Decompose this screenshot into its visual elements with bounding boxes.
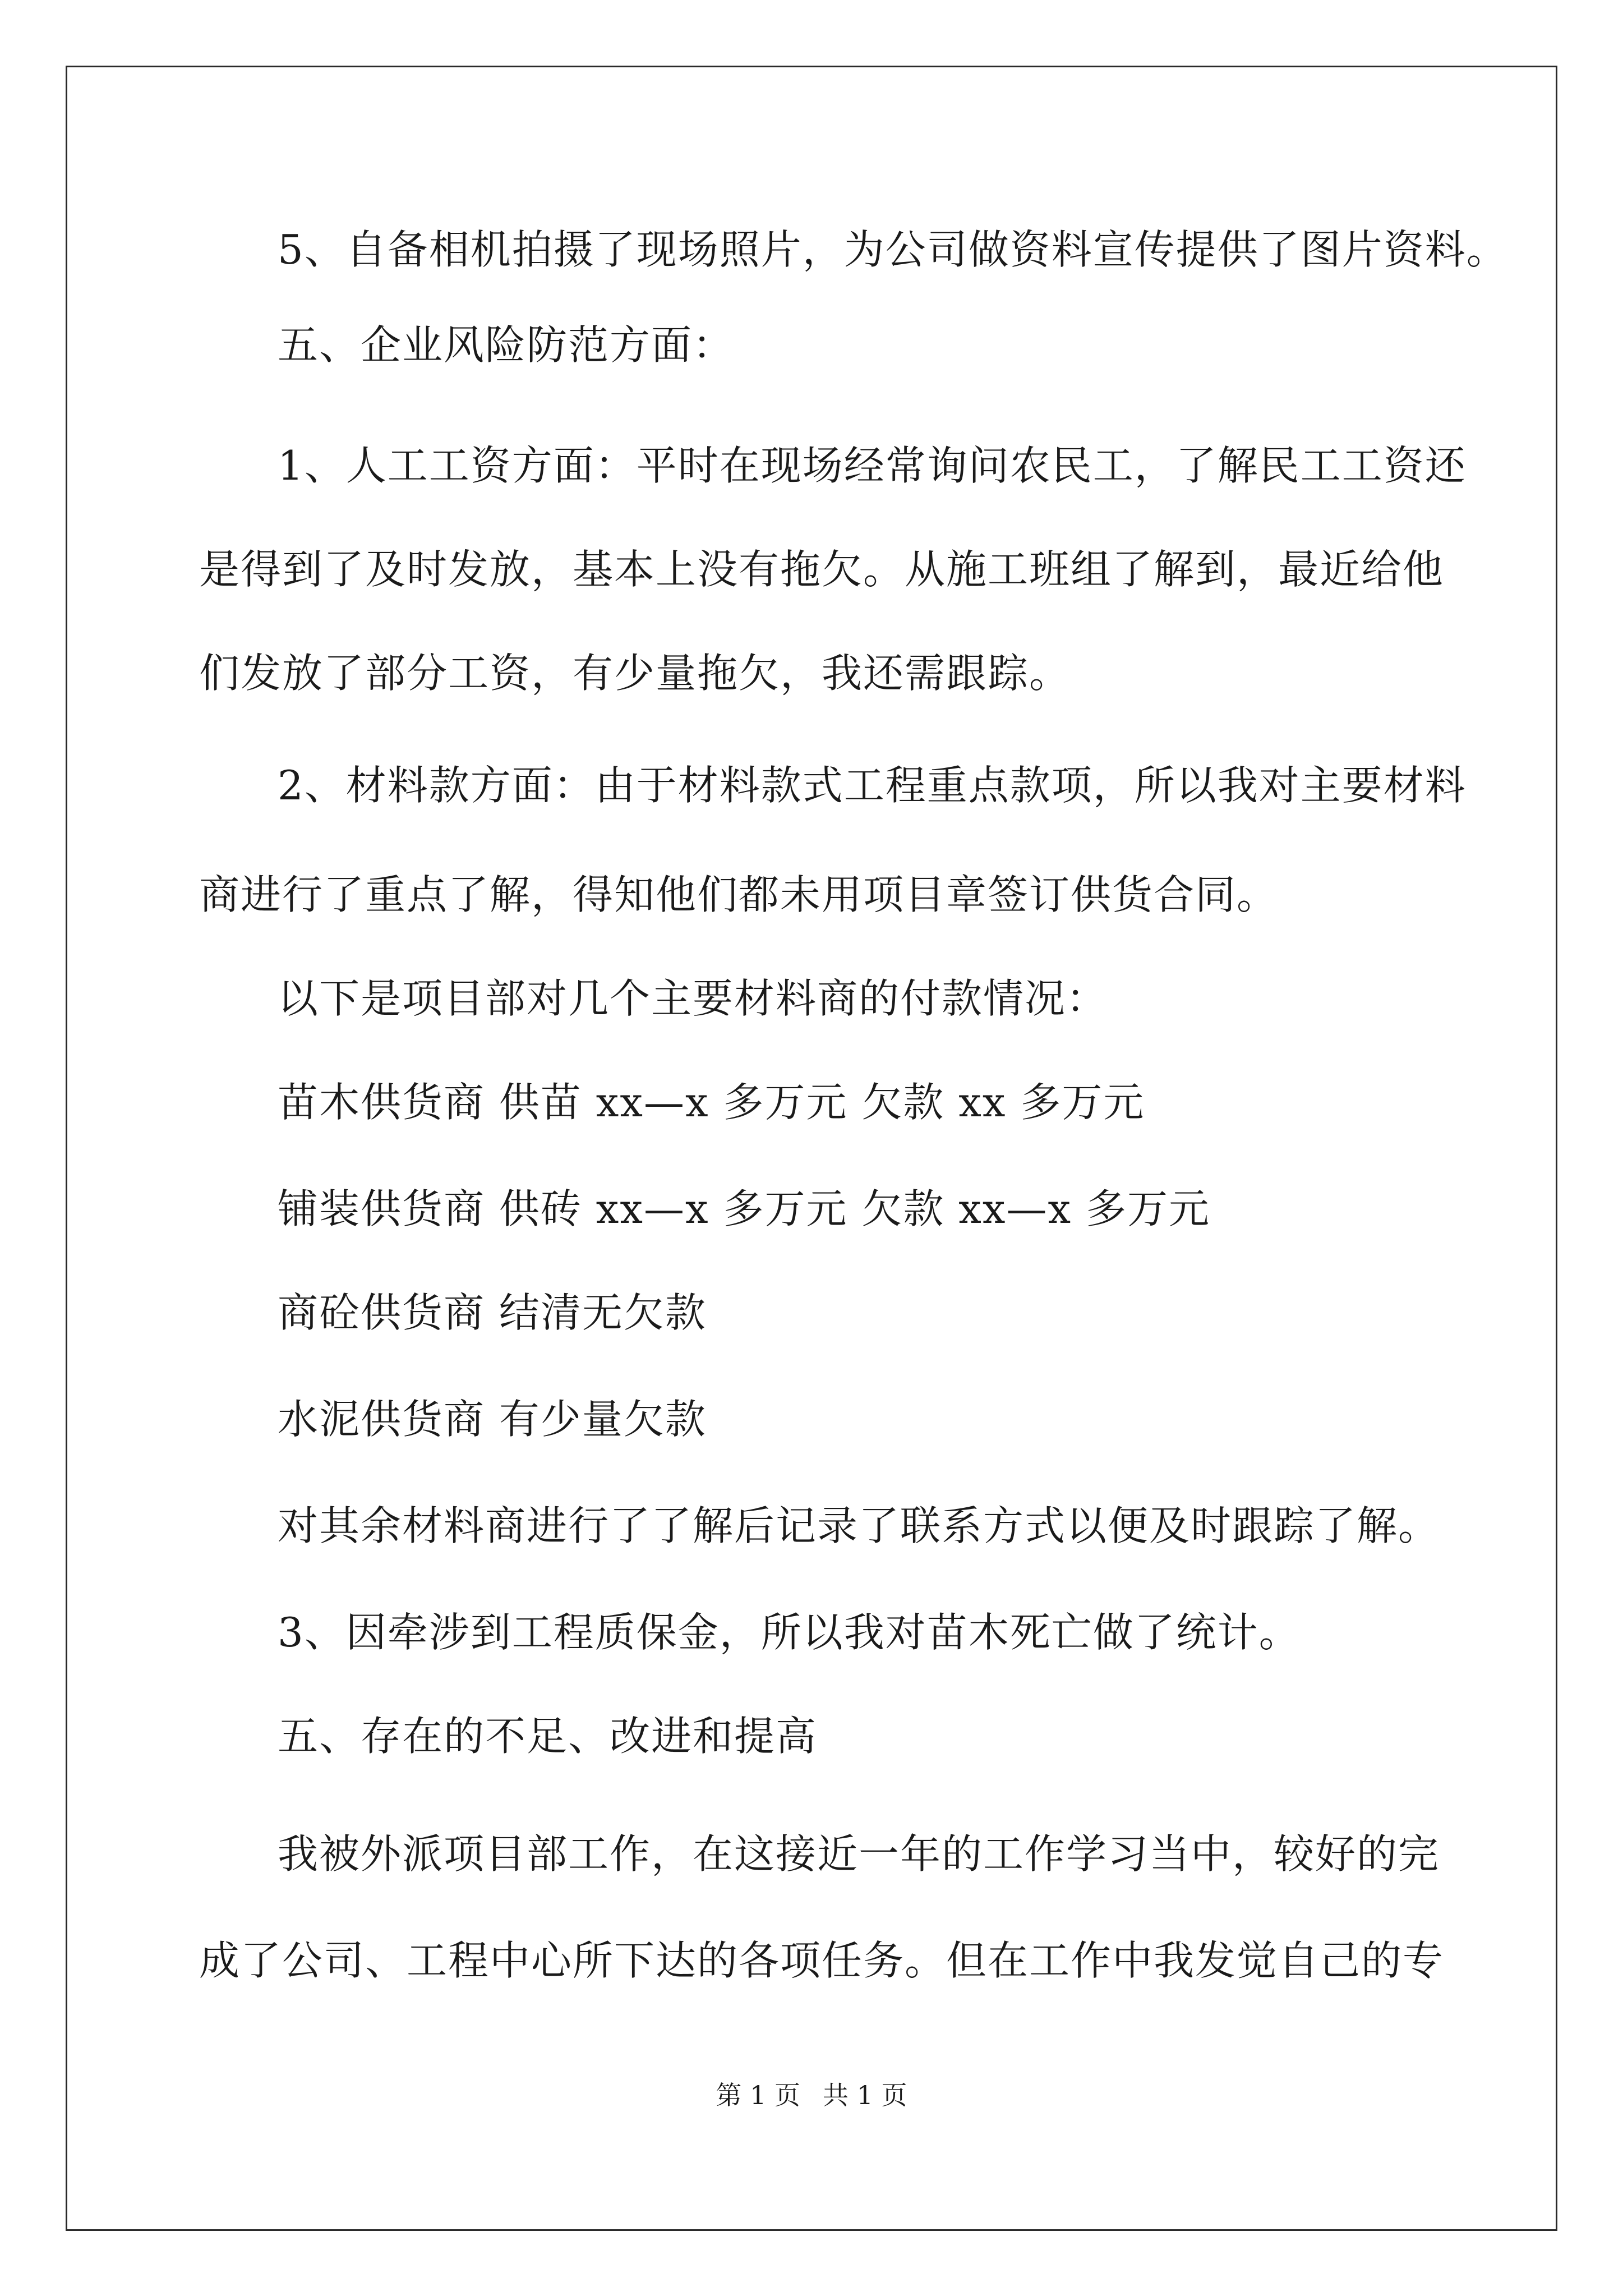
supplier-line-seedlings: 苗木供货商 供苗 xx—x 多万元 欠款 xx 多万元 bbox=[278, 1079, 1145, 1126]
supplier-line-cement: 水泥供货商 有少量欠款 bbox=[278, 1396, 707, 1443]
supplier-line-concrete: 商砼供货商 结清无欠款 bbox=[278, 1289, 707, 1336]
paragraph-line-1: 5、自备相机拍摄了现场照片，为公司做资料宣传提供了图片资料。 bbox=[278, 226, 1508, 273]
page-footer bbox=[0, 2078, 1623, 2112]
paragraph-line-3: 1、人工工资方面：平时在现场经常询问农民工，了解民工工资还 bbox=[278, 442, 1467, 489]
paragraph-line-4: 是得到了及时发放，基本上没有拖欠。从施工班组了解到，最近给他 bbox=[199, 546, 1445, 593]
paragraph-line-6: 2、材料款方面：由于材料款式工程重点款项，所以我对主要材料 bbox=[278, 762, 1467, 809]
paragraph-line-13: 对其余材料商进行了了解后记录了联系方式以便及时跟踪了解。 bbox=[278, 1502, 1440, 1549]
paragraph-line-5: 们发放了部分工资，有少量拖欠，我还需跟踪。 bbox=[199, 650, 1071, 697]
page-total: 共 1 页 bbox=[823, 2080, 907, 2110]
paragraph-line-8: 以下是项目部对几个主要材料商的付款情况： bbox=[278, 975, 1108, 1022]
paragraph-line-16: 我被外派项目部工作，在这接近一年的工作学习当中，较好的完 bbox=[278, 1830, 1440, 1878]
paragraph-line-7: 商进行了重点了解，得知他们都未用项目章签订供货合同。 bbox=[199, 871, 1279, 918]
section-heading-improvement: 五、存在的不足、改进和提高 bbox=[278, 1713, 818, 1760]
supplier-line-paving: 铺装供货商 供砖 xx—x 多万元 欠款 xx—x 多万元 bbox=[278, 1185, 1210, 1232]
page-number: 第 1 页 bbox=[716, 2080, 800, 2110]
paragraph-line-14: 3、因牵涉到工程质保金，所以我对苗木死亡做了统计。 bbox=[278, 1609, 1301, 1656]
section-heading-risk: 五、企业风险防范方面： bbox=[278, 321, 735, 369]
paragraph-line-17: 成了公司、工程中心所下达的各项任务。但在工作中我发觉自己的专 bbox=[199, 1937, 1445, 1984]
